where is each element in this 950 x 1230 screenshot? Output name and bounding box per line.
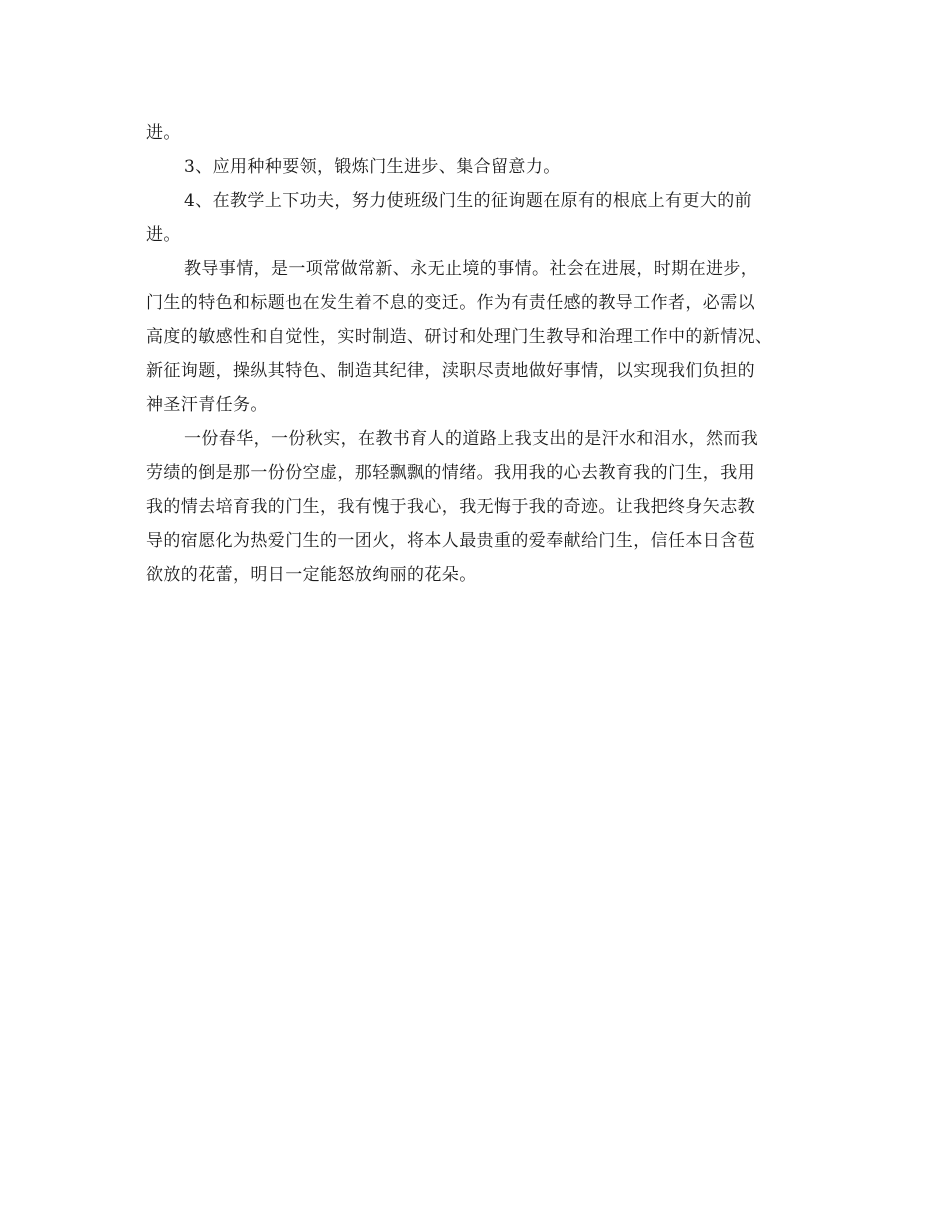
text-line: 导的宿愿化为热爱门生的一团火，将本人最贵重的爱奉献给门生，信任本日含苞 [146,531,755,551]
text-line: 进。 [146,225,181,245]
document-page [146,116,806,592]
list-item-3: 3、应用种种要领，锻炼门生进步、集合留意力。 [184,157,561,177]
paragraph-start: 教导事情，是一项常做常新、永无止境的事情。社会在进展，时期在进步， [184,259,759,279]
list-item-4: 4、在教学上下功夫，努力使班级门生的征询题在原有的根底上有更大的前 [184,191,753,211]
text-line: 劳绩的倒是那一份份空虚，那轻飘飘的情绪。我用我的心去教育我的门生，我用 [146,463,755,483]
text-line: 神圣汗青任务。 [146,395,268,415]
paragraph-start: 一份春华，一份秋实，在教书育人的道路上我支出的是汗水和泪水，然而我 [184,429,759,449]
text-line: 门生的特色和标题也在发生着不息的变迁。作为有责任感的教导工作者，必需以 [146,293,755,313]
text-line: 新征询题，操纵其特色、制造其纪律，渎职尽责地做好事情，以实现我们负担的 [146,361,755,381]
text-line: 高度的敏感性和自觉性，实时制造、研讨和处理门生教导和治理工作中的新情况、 [146,327,773,347]
text-line: 进。 [146,123,181,143]
text-line: 我的情去培育我的门生，我有愧于我心，我无悔于我的奇迹。让我把终身矢志教 [146,497,755,517]
text-line: 欲放的花蕾，明日一定能怒放绚丽的花朵。 [146,565,477,585]
